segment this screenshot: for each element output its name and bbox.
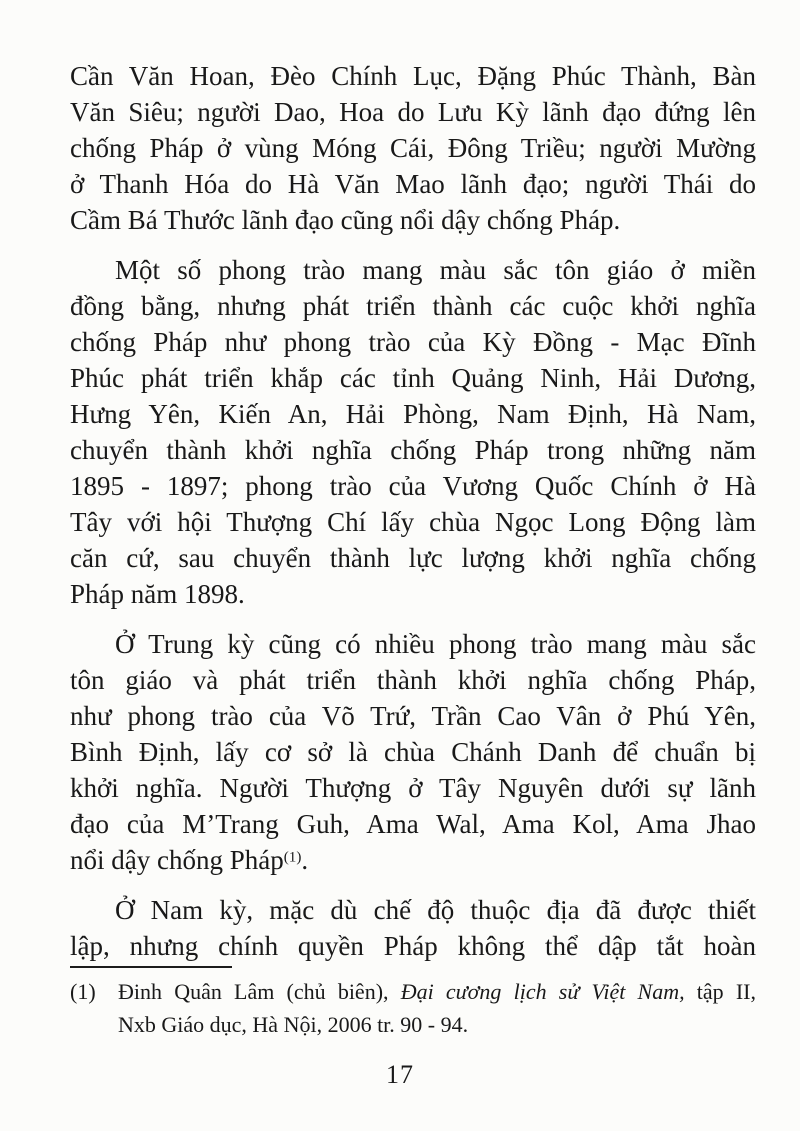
text-line: chống Pháp như phong trào của Kỳ Đồng - Mạc Đĩnh — [70, 327, 756, 357]
footnote — [70, 966, 756, 1041]
body-text — [70, 58, 756, 964]
footnote-reference: (1) — [283, 849, 302, 866]
footnote-segment: Đinh Quân Lâm (chủ biên), — [118, 979, 401, 1004]
paragraph-2 — [70, 252, 756, 612]
footnote-segment: tập II, — [684, 979, 757, 1004]
paragraph-3 — [70, 626, 756, 878]
paragraph-1 — [70, 58, 756, 238]
text-line: Cầm Bá Thước lãnh đạo cũng nổi dậy chống Pháp. — [70, 205, 621, 235]
text-line: chuyển thành khởi nghĩa chống Pháp trong những năm — [70, 435, 756, 465]
footnote-divider — [70, 966, 232, 968]
text-line: Một số phong trào mang màu sắc tôn giáo ở miền — [115, 255, 756, 285]
text-line: ở Thanh Hóa do Hà Văn Mao lãnh đạo; người Thái do — [70, 169, 756, 199]
text-line: Phúc phát triển khắp các tỉnh Quảng Ninh, Hải Dương, — [70, 363, 756, 393]
paragraph-4 — [70, 892, 756, 964]
page-number: 17 — [386, 1060, 414, 1089]
text-line: Tây với hội Thượng Chí lấy chùa Ngọc Long Động làm — [70, 507, 756, 537]
footnote-line-2: Nxb Giáo dục, Hà Nội, 2006 tr. 90 - 94. — [118, 1012, 469, 1037]
footnote-entry — [70, 975, 756, 1041]
book-title: Đại cương lịch sử Việt Nam, — [400, 979, 685, 1004]
text-line: nổi dậy chống Pháp$^{(1)}$. — [70, 845, 309, 875]
text-line: căn cứ, sau chuyển thành lực lượng khởi nghĩa chống — [70, 543, 756, 573]
text-line: đồng bằng, nhưng phát triển thành các cuộc khởi nghĩa — [70, 291, 756, 321]
text-line: Hưng Yên, Kiến An, Hải Phòng, Nam Định, Hà Nam, — [70, 399, 756, 429]
text-line: Ở Nam kỳ, mặc dù chế độ thuộc địa đã được thiết — [115, 895, 756, 925]
text-line: Văn Siêu; người Dao, Hoa do Lưu Kỳ lãnh đạo đứng lên — [70, 97, 756, 127]
text-line: Cần Văn Hoan, Đèo Chính Lục, Đặng Phúc Thành, Bàn — [70, 61, 756, 91]
text-line: Pháp năm 1898. — [70, 579, 245, 609]
footnote-line-1 — [118, 975, 756, 1008]
text-line: khởi nghĩa. Người Thượng ở Tây Nguyên dưới sự lãnh — [70, 773, 756, 803]
footnote-marker: (1) — [70, 979, 96, 1004]
text-line: như phong trào của Võ Trứ, Trần Cao Vân ở Phú Yên, — [70, 701, 756, 731]
text-line: tôn giáo và phát triển thành khởi nghĩa chống Pháp, — [70, 665, 756, 695]
text-line: lập, nhưng chính quyền Pháp không thể dập tắt hoàn — [70, 931, 756, 961]
text-line: đạo của M’Trang Guh, Ama Wal, Ama Kol, Ama Jhao — [70, 809, 756, 839]
text-line: 1895 - 1897; phong trào của Vương Quốc Chính ở Hà — [70, 471, 756, 501]
text-line: Ở Trung kỳ cũng có nhiều phong trào mang màu sắc — [115, 629, 756, 659]
text-line: Bình Định, lấy cơ sở là chùa Chánh Danh để chuẩn bị — [70, 737, 756, 767]
footnote-text — [118, 975, 756, 1041]
text-line: chống Pháp ở vùng Móng Cái, Đông Triều; người Mường — [70, 133, 756, 163]
